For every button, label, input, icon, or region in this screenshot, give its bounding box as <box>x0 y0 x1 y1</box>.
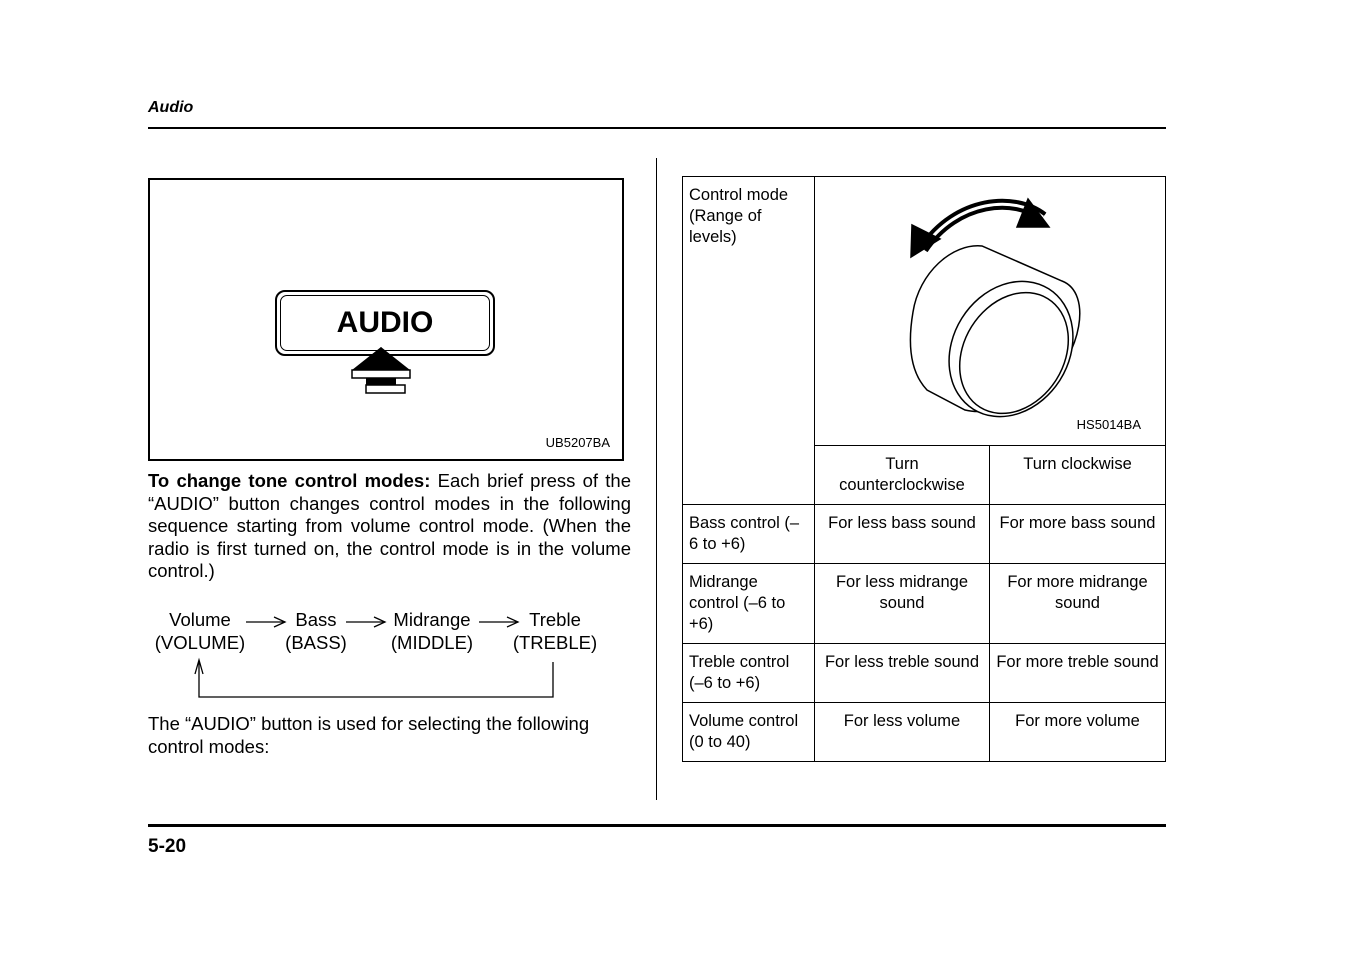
knob-figure-cell <box>815 177 1166 446</box>
cw-cell: For more midrange sound <box>990 564 1166 644</box>
section-title: Audio <box>148 99 194 116</box>
col-header-ccw: Turn counterclockwise <box>815 446 990 505</box>
table-row <box>683 564 1166 644</box>
press-arrow-icon <box>348 344 414 400</box>
sequence-name: Volume <box>169 609 231 630</box>
audio-button-figure <box>148 178 624 461</box>
intro-lead: To change tone control modes: <box>148 470 431 491</box>
col-header-cw: Turn clockwise <box>990 446 1166 505</box>
ccw-cell: For less bass sound <box>815 505 990 564</box>
ccw-cell: For less treble sound <box>815 644 990 703</box>
column-divider <box>656 158 657 800</box>
ccw-cell: For less volume <box>815 703 990 762</box>
cw-cell: For more volume <box>990 703 1166 762</box>
footer-rule <box>148 824 1166 827</box>
mode-cell: Bass control (–6 to +6) <box>683 505 815 564</box>
rotary-knob-icon <box>815 177 1164 439</box>
cw-cell: For more bass sound <box>990 505 1166 564</box>
sequence-code: (VOLUME) <box>154 631 246 653</box>
sequence-name: Treble <box>529 609 581 630</box>
ccw-cell: For less midrange sound <box>815 564 990 644</box>
table-row <box>683 505 1166 564</box>
sequence-code: (MIDDLE) <box>390 631 474 653</box>
intro-text: Each brief press of the “AUDIO” button changes control modes in the following sequence starting from volume control mode. (When the radio is first turned on, the control mode is in the volume control.) <box>148 470 631 582</box>
header-rule <box>148 127 1166 129</box>
page-number: 5-20 <box>148 836 187 857</box>
mode-cell: Volume control (0 to 40) <box>683 703 815 762</box>
sequence-name: Midrange <box>393 609 471 630</box>
audio-button-label: AUDIO <box>280 295 490 351</box>
mode-cell: Treble control (–6 to +6) <box>683 644 815 703</box>
intro-paragraph <box>148 470 631 583</box>
sequence-code: (TREBLE) <box>512 631 598 653</box>
sequence-code: (BASS) <box>285 631 347 653</box>
closing-paragraph: The “AUDIO” button is used for selecting the following control modes: <box>148 713 590 757</box>
control-mode-table <box>682 176 1166 762</box>
sequence-name: Bass <box>295 609 337 630</box>
table-row <box>683 644 1166 703</box>
figure-code: HS5014BA <box>1076 417 1141 432</box>
corner-header: Control mode (Range of levels) <box>683 177 815 505</box>
cw-cell: For more treble sound <box>990 644 1166 703</box>
sequence-arrows <box>148 608 628 703</box>
mode-cell: Midrange control (–6 to +6) <box>683 564 815 644</box>
table-row <box>683 703 1166 762</box>
figure-code: UB5207BA <box>545 435 610 450</box>
